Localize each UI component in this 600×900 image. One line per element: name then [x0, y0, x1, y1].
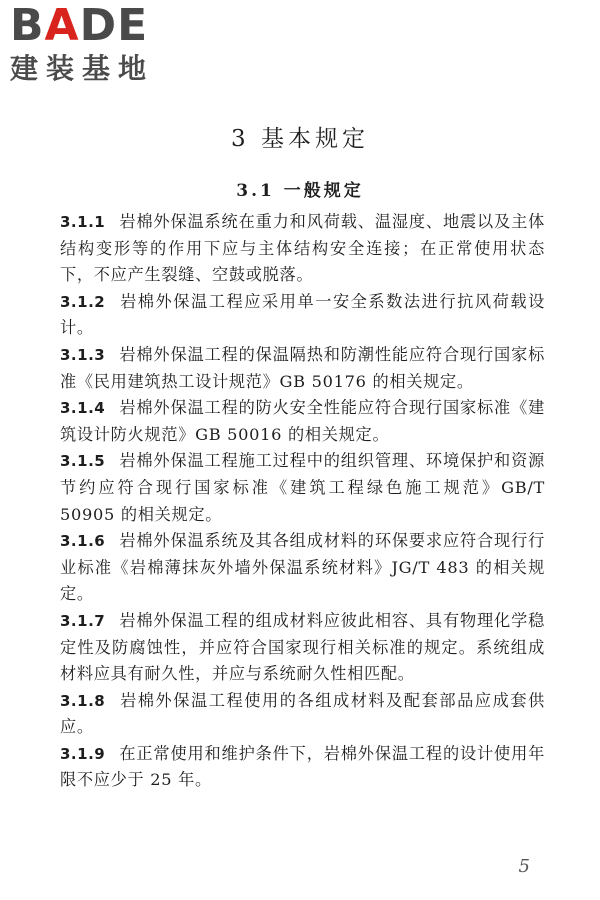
clause-3-1-7 [60, 608, 545, 688]
clause-text: 岩棉外保温工程的防火安全性能应符合现行国家标准《建筑设计防火规范》GB 50016 的相关规定。 [60, 398, 545, 444]
clause-3-1-2 [60, 289, 545, 342]
clause-number: 3.1.6 [60, 532, 106, 551]
logo-letter-a: A [44, 0, 80, 51]
clause-number: 3.1.8 [60, 691, 106, 710]
logo-wordmark [10, 0, 180, 51]
clause-number: 3.1.4 [60, 399, 106, 418]
clause-3-1-5 [60, 448, 545, 528]
logo [10, 0, 180, 85]
clause-3-1-1 [60, 209, 545, 289]
clause-3-1-6 [60, 528, 545, 608]
clause-text: 岩棉外保温工程施工过程中的组织管理、环境保护和资源节约应符合现行国家标准《建筑工程绿色施工规范》GB/T 50905 的相关规定。 [60, 451, 545, 524]
clause-text: 岩棉外保温工程的组成材料应彼此相容、具有物理化学稳定性及防腐蚀性，并应符合国家现行相关标准的规定。系统组成材料应具有耐久性，并应与系统耐久性相匹配。 [60, 610, 545, 684]
clause-text: 岩棉外保温工程的保温隔热和防潮性能应符合现行国家标准《民用建筑热工设计规范》GB 50176 的相关规定。 [60, 344, 545, 391]
clause-3-1-9 [60, 741, 545, 794]
logo-subtitle: 建装基地 [10, 52, 155, 85]
clause-list [60, 209, 545, 794]
chapter-title: 3 基本规定 [231, 126, 369, 152]
clause-3-1-3 [60, 342, 545, 395]
logo-letters-de: DE [79, 0, 149, 51]
clause-text: 岩棉外保温系统及其各组成材料的环保要求应符合现行行业标准《岩棉薄抹灰外墙外保温系统材料》JG/T 483 的相关规定。 [60, 531, 545, 604]
clause-text: 岩棉外保温工程使用的各组成材料及配套部品应成套供应。 [60, 690, 545, 737]
clause-number: 3.1.7 [60, 611, 106, 630]
clause-number: 3.1.5 [60, 452, 106, 471]
clause-3-1-4 [60, 395, 545, 448]
logo-letter-b: B [10, 0, 45, 51]
clause-text: 岩棉外保温工程应采用单一安全系数法进行抗风荷载设计。 [60, 291, 545, 338]
clause-number: 3.1.2 [60, 292, 106, 311]
clause-number: 3.1.1 [60, 213, 106, 231]
section-title: 3.1 一般规定 [236, 181, 364, 201]
clause-text: 在正常使用和维护条件下，岩棉外保温工程的设计使用年限不应少于 25 年。 [60, 743, 545, 790]
clause-number: 3.1.9 [60, 744, 106, 763]
page-number: 5 [518, 856, 530, 877]
clause-3-1-8 [60, 688, 545, 741]
clause-number: 3.1.3 [60, 345, 106, 364]
clause-text: 岩棉外保温系统在重力和风荷载、温湿度、地震以及主体结构变形等的作用下应与主体结构安全连接；在正常使用状态下，不应产生裂缝、空鼓或脱落。 [60, 212, 545, 285]
